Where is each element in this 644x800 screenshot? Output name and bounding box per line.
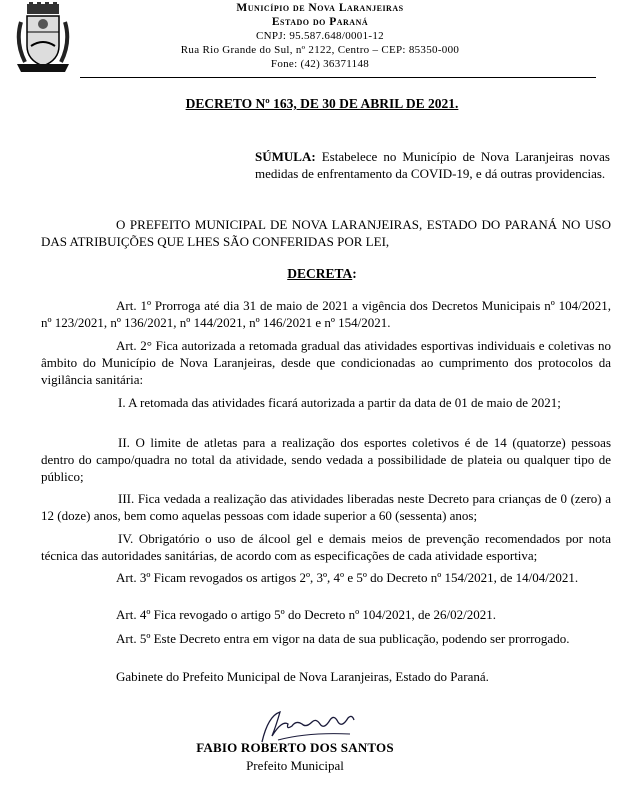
state-name: Estado do Paraná (271, 16, 369, 28)
header-divider (80, 77, 596, 78)
article-2-item-2: II. O limite de atletas para a realização dos esportes coletivos é de 14 (quatorze) pessoas dentro do campo/quadra no total da atividade, sendo vedada a possibilidade de plateia ou qualquer tipo de público; (41, 435, 611, 484)
sumula-label: SÚMULA: (255, 149, 316, 164)
sumula-text: Estabelece no Município de Nova Laranjeiras novas medidas de enfrentamento da COVID-19, e dá outras providencias. (255, 149, 610, 181)
cnpj: CNPJ: 95.587.648/0001-12 (256, 30, 384, 42)
article-4: Art. 4º Fica revogado o artigo 5º do Decreto nº 104/2021, de 26/02/2021. (116, 607, 496, 622)
sumula (255, 148, 610, 182)
municipal-coat-of-arms-icon (13, 2, 73, 76)
article-2-item-4: IV. Obrigatório o uso de álcool gel e demais meios de prevenção recomendados por nota técnica das autoridades sanitárias, de acordo com as especificações de cada atividade esportiva; (41, 531, 611, 563)
article-1: Art. 1º Prorroga até dia 31 de maio de 2021 a vigência dos Decretos Municipais nº 104/2021, nº 123/2021, nº 136/2021, nº 144/2021, nº 146/2021 e nº 154/2021. (41, 298, 611, 330)
signatory-name: FABIO ROBERTO DOS SANTOS (196, 740, 394, 755)
preamble: O PREFEITO MUNICIPAL DE NOVA LARANJEIRAS, ESTADO DO PARANÁ NO USO DAS ATRIBUIÇÕES QUE LHES SÃO CONFERIDAS POR LEI, (41, 217, 611, 249)
decreta-heading: DECRETA: (287, 266, 357, 281)
closing-statement: Gabinete do Prefeito Municipal de Nova Laranjeiras, Estado do Paraná. (116, 669, 489, 684)
phone: Fone: (42) 36371148 (270, 58, 370, 70)
address: Rua Rio Grande do Sul, nº 2122, Centro – CEP: 85350-000 (180, 44, 460, 56)
article-2-item-3: III. Fica vedada a realização das atividades liberadas neste Decreto para crianças de 0 (zero) a 12 (doze) anos, bem como aquelas pessoas com idade superior a 60 (sessenta) anos; (41, 491, 611, 523)
article-2-item-1: I. A retomada das atividades ficará autorizada a partir da data de 01 de maio de 2021; (118, 395, 561, 410)
decree-title: DECRETO Nº 163, DE 30 DE ABRIL DE 2021. (185, 96, 459, 111)
article-2: Art. 2° Fica autorizada a retomada gradual das atividades esportivas individuais e coletivas no âmbito do Município de Nova Laranjeiras, desde que condicionadas ao cumprimento dos protocolos da vigilância sanitária: (41, 338, 611, 387)
letterhead (80, 1, 560, 71)
article-3: Art. 3º Ficam revogados os artigos 2º, 3º, 4º e 5º do Decreto nº 154/2021, de 14/04/2021. (116, 570, 579, 585)
article-5: Art. 5º Este Decreto entra em vigor na data de sua publicação, podendo ser prorrogado. (116, 631, 570, 646)
signatory-role: Prefeito Municipal (246, 758, 344, 773)
municipality-name: Município de Nova Laranjeiras (236, 2, 404, 14)
